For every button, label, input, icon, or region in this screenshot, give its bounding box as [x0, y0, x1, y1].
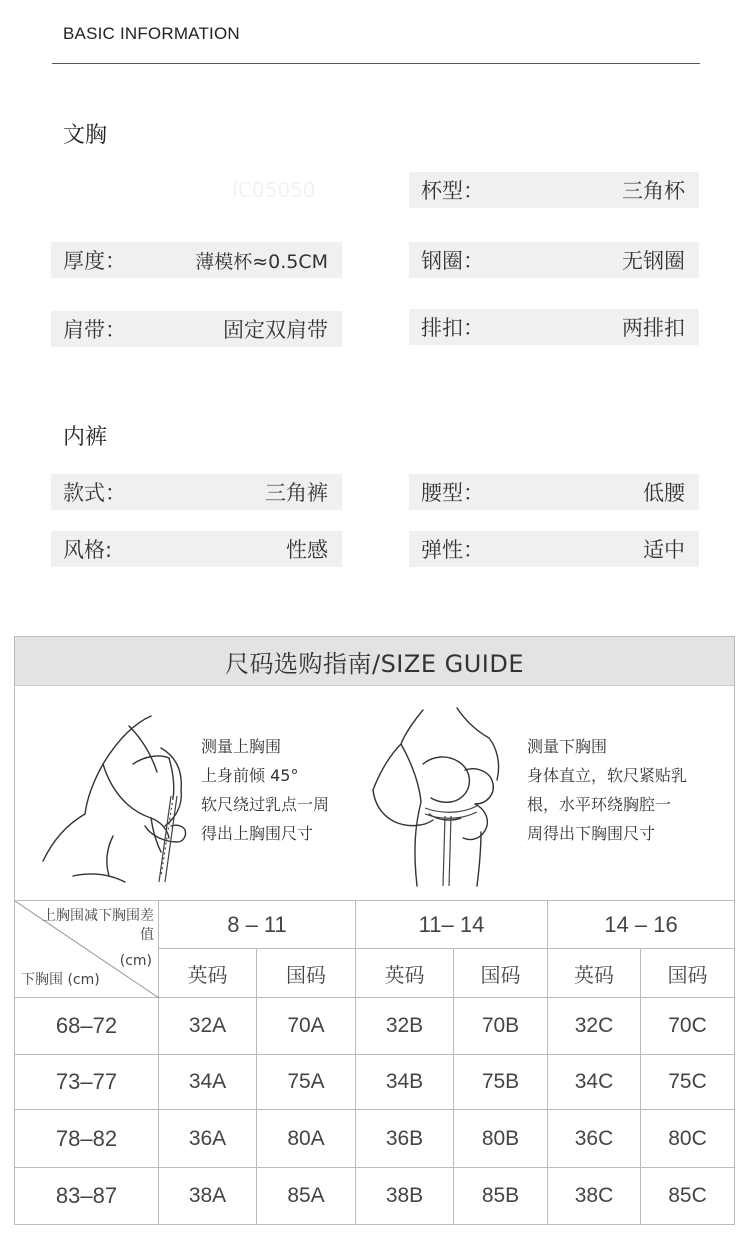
size-cell: 75B	[454, 1055, 548, 1110]
measurement-illustrations	[15, 686, 734, 900]
size-cell: 85B	[454, 1168, 548, 1224]
instruction-line: 周得出下胸围尺寸	[527, 824, 656, 843]
row-range: 73–77	[15, 1055, 159, 1110]
attr-value: 三角杯	[622, 179, 685, 203]
header-divider	[52, 63, 700, 64]
attr-elasticity	[409, 531, 699, 567]
instruction-line: 根，水平环绕胸腔一	[527, 795, 672, 814]
subheader-uk: 英码	[548, 949, 641, 998]
size-cell: 80B	[454, 1110, 548, 1168]
attr-label: 杯型：	[421, 179, 484, 203]
size-cell: 70C	[641, 998, 734, 1055]
header-title: BASIC INFORMATION	[63, 24, 240, 43]
attr-style	[51, 474, 342, 510]
panty-section-title: 内裤	[63, 425, 108, 450]
attr-value: 固定双肩带	[223, 318, 328, 342]
size-cell: 75C	[641, 1055, 734, 1110]
attr-straps	[51, 311, 342, 347]
size-cell: 75A	[257, 1055, 356, 1110]
instruction-line: 得出上胸围尺寸	[201, 824, 314, 843]
size-cell: 85C	[668, 1184, 707, 1207]
attr-thickness	[51, 242, 342, 278]
row-range: 83–87	[15, 1168, 159, 1224]
attr-look	[51, 531, 342, 567]
instruction-line: 测量上胸围	[201, 737, 282, 756]
size-table	[15, 900, 734, 1208]
attr-underwire	[409, 242, 699, 278]
size-cell: 70B	[454, 998, 548, 1055]
subheader-cn: 国码	[641, 949, 734, 998]
attr-label: 排扣：	[421, 316, 484, 340]
instruction-line: 身体直立，软尺紧贴乳	[527, 766, 688, 785]
size-cell: 36C	[548, 1110, 641, 1168]
attr-label: 肩带：	[63, 318, 126, 342]
size-cell: 80A	[257, 1110, 356, 1168]
size-cell: 34C	[548, 1055, 641, 1110]
attr-value: 两排扣	[622, 316, 685, 340]
table-corner-header	[15, 901, 159, 998]
size-cell: 36B	[356, 1110, 454, 1168]
corner-top-label: 上胸围减下胸围差值	[42, 908, 154, 943]
corner-unit-label: (cm)	[119, 953, 152, 969]
bra-section-title: 文胸	[63, 123, 108, 148]
attr-hooks	[409, 309, 699, 345]
size-cell: 85A	[257, 1168, 356, 1224]
attr-label: 款式：	[63, 481, 126, 505]
faded-code: IC05050	[232, 178, 316, 202]
attr-value: 适中	[643, 538, 685, 562]
subheader-cn: 国码	[257, 949, 356, 998]
row-range: 68–72	[15, 998, 159, 1055]
corner-bottom-label: 下胸围 (cm)	[21, 972, 100, 988]
size-cell: 38A	[159, 1168, 257, 1224]
attr-value: 薄模杯≈0.5CM	[195, 250, 328, 273]
group-header: 8 – 11	[159, 901, 356, 949]
size-cell: 34A	[159, 1055, 257, 1110]
upper-bust-figure-icon	[33, 686, 223, 900]
attr-value: 无钢圈	[622, 249, 685, 273]
attr-value: 三角裤	[265, 481, 328, 505]
attr-value: 性感	[286, 538, 328, 562]
size-cell: 32C	[548, 998, 641, 1055]
attr-waist	[409, 474, 699, 510]
instruction-line: 上身前倾 45°	[201, 766, 299, 785]
under-bust-figure-icon	[365, 686, 515, 900]
size-guide	[14, 636, 735, 1225]
instruction-line: 测量下胸围	[527, 737, 608, 756]
subheader-uk: 英码	[159, 949, 257, 998]
size-cell: 38B	[356, 1168, 454, 1224]
size-cell: 80C	[641, 1110, 734, 1168]
size-guide-title: 尺码选购指南/SIZE GUIDE	[15, 637, 734, 686]
attr-label: 弹性：	[421, 538, 484, 562]
size-cell: 32A	[159, 998, 257, 1055]
subheader-cn: 国码	[454, 949, 548, 998]
group-header: 11– 14	[356, 901, 548, 949]
attr-value: 低腰	[643, 481, 685, 505]
upper-bust-instructions	[201, 732, 329, 848]
instruction-line: 软尺绕过乳点一周	[201, 795, 330, 814]
attr-cup-type	[409, 172, 699, 208]
group-header: 14 – 16	[548, 901, 734, 949]
size-cell: 38C	[548, 1168, 641, 1224]
size-cell: 36A	[159, 1110, 257, 1168]
attr-label: 钢圈：	[421, 249, 484, 273]
under-bust-instructions	[527, 732, 687, 848]
subheader-uk: 英码	[356, 949, 454, 998]
attr-label: 腰型：	[421, 481, 484, 505]
row-range: 78–82	[15, 1110, 159, 1168]
attr-label: 风格:	[63, 538, 113, 562]
size-cell: 70A	[257, 998, 356, 1055]
size-cell: 32B	[356, 998, 454, 1055]
size-cell: 34B	[356, 1055, 454, 1110]
attr-label: 厚度：	[63, 249, 126, 273]
